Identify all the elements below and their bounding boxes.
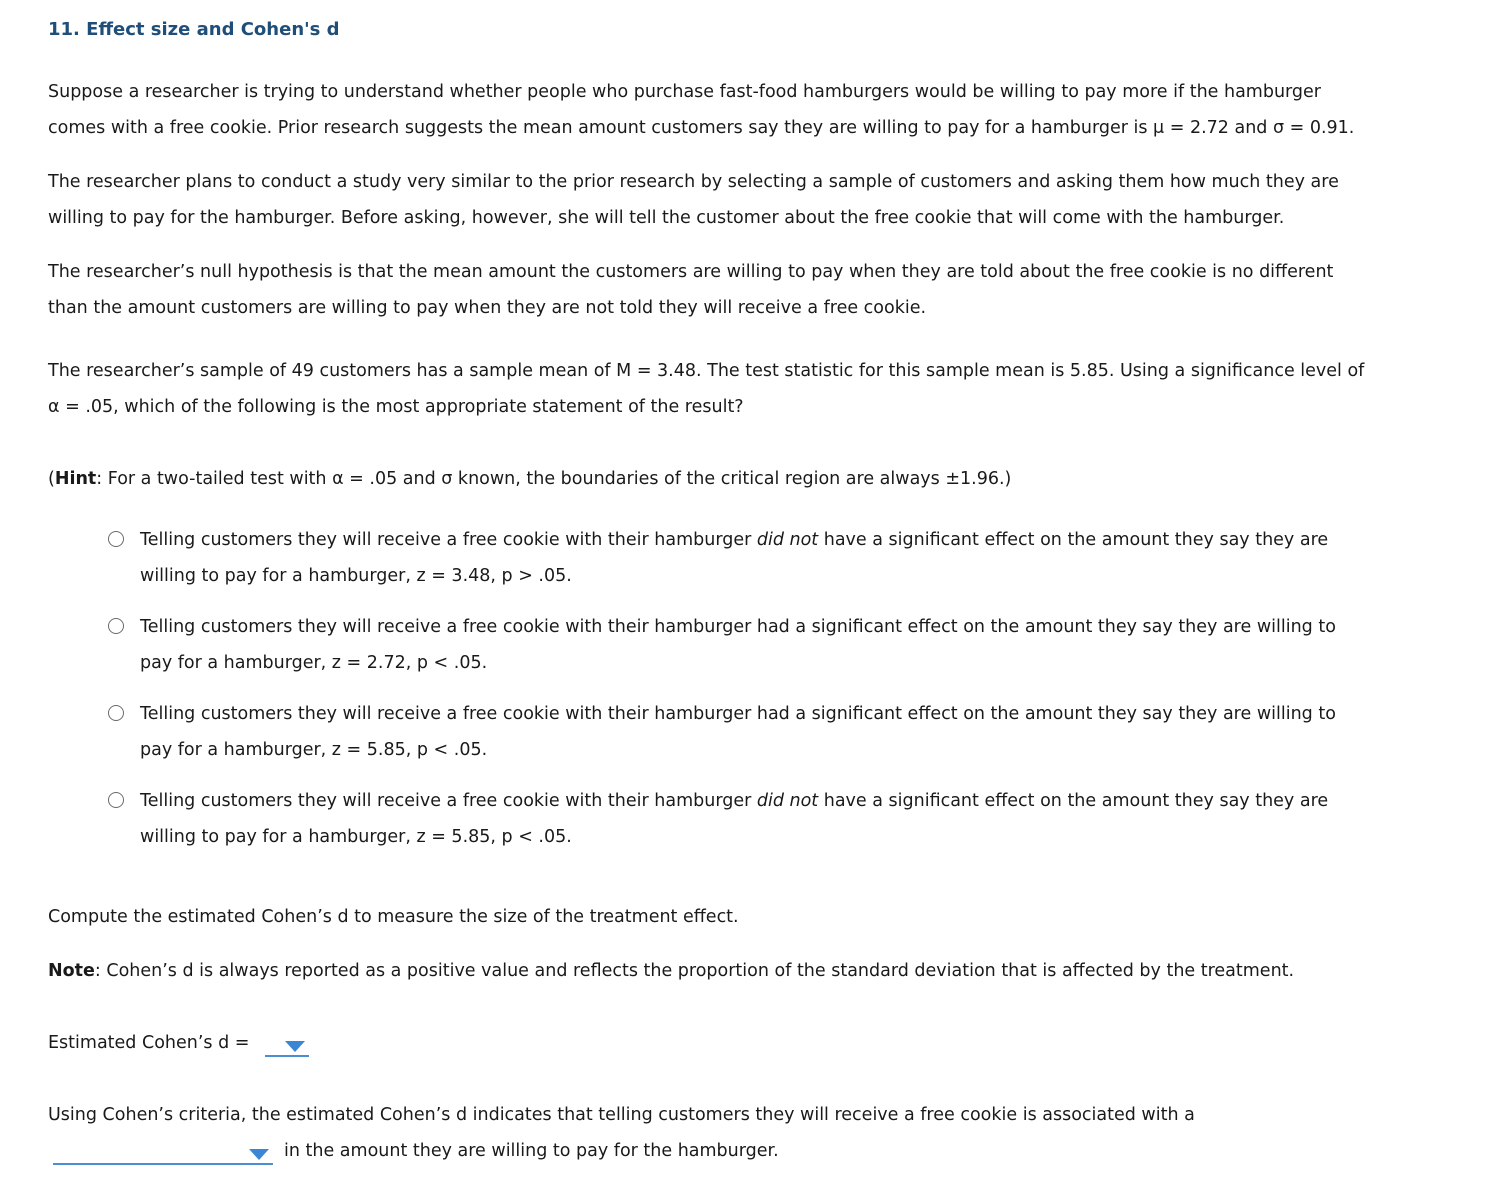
paragraph-line: than the amount customers are willing to pay when they are not told they will receive a free cookie. xyxy=(48,298,927,318)
option-text[interactable] xyxy=(140,696,1400,768)
note-label: Note xyxy=(48,961,95,981)
cohens-d-dropdown[interactable] xyxy=(265,1035,309,1057)
option-text[interactable] xyxy=(140,783,1400,855)
compute-instruction: Compute the estimated Cohen’s d to measure the size of the treatment effect. xyxy=(48,907,739,927)
answer-option[interactable] xyxy=(108,522,1428,609)
criteria-line: in the amount they are willing to pay for the hamburger. xyxy=(284,1141,779,1161)
answer-option[interactable] xyxy=(108,696,1428,783)
option-text-part: have a significant effect on the amount they say they are xyxy=(818,530,1329,550)
effect-size-dropdown[interactable] xyxy=(53,1143,273,1165)
option-text-line: willing to pay for a hamburger, z = 5.85, p < .05. xyxy=(140,827,572,847)
hint-paragraph xyxy=(48,461,1448,497)
option-text[interactable] xyxy=(140,522,1400,594)
question-title: 11. Effect size and Cohen's d xyxy=(48,19,340,40)
option-text-line: pay for a hamburger, z = 5.85, p < .05. xyxy=(140,740,488,760)
answer-option[interactable] xyxy=(108,783,1428,870)
option-text-part: Telling customers they will receive a free cookie with their hamburger xyxy=(140,530,757,550)
option-text[interactable] xyxy=(140,609,1400,681)
chevron-down-icon xyxy=(249,1149,269,1160)
option-text-line: willing to pay for a hamburger, z = 3.48, p > .05. xyxy=(140,566,572,586)
hint-open: ( xyxy=(48,469,55,489)
option-text-part: Telling customers they will receive a free cookie with their hamburger had a significant effect on the amount they say they are willing to xyxy=(140,617,1336,637)
hint-label: Hint xyxy=(54,469,97,489)
option-emphasis: did not xyxy=(756,530,819,550)
note-text: : Cohen’s d is always reported as a positive value and reflects the proportion of the standard deviation that is affected by the treatment. xyxy=(94,961,1295,981)
paragraph-line: α = .05, which of the following is the most appropriate statement of the result? xyxy=(48,397,744,417)
answer-options xyxy=(108,522,1428,870)
note-paragraph xyxy=(48,953,1448,989)
radio-button[interactable] xyxy=(108,618,124,634)
null-hypothesis-paragraph xyxy=(48,254,1448,326)
study-paragraph xyxy=(48,164,1448,236)
paragraph-line: willing to pay for the hamburger. Before asking, however, she will tell the customer about the free cookie that will come with the hamburger. xyxy=(48,208,1285,228)
radio-button[interactable] xyxy=(108,531,124,547)
cohens-d-row xyxy=(48,1025,1448,1061)
cohens-d-label: Estimated Cohen’s d = xyxy=(48,1033,250,1053)
radio-button[interactable] xyxy=(108,705,124,721)
hint-text: : For a two-tailed test with α = .05 and σ known, the boundaries of the critical region are always ±1.96.) xyxy=(96,469,1012,489)
sample-paragraph xyxy=(48,353,1448,425)
paragraph-line: Suppose a researcher is trying to understand whether people who purchase fast-food hamburgers would be willing to pay more if the hamburger xyxy=(48,82,1322,102)
scenario-paragraph xyxy=(48,74,1448,146)
chevron-down-icon xyxy=(285,1041,305,1052)
answer-option[interactable] xyxy=(108,609,1428,696)
paragraph-line: The researcher’s null hypothesis is that the mean amount the customers are willing to pay when they are told about the free cookie is no different xyxy=(48,262,1334,282)
paragraph-line: comes with a free cookie. Prior research suggests the mean amount customers say they are willing to pay for a hamburger is μ = 2.72 and σ = 0.91. xyxy=(48,118,1355,138)
option-text-line: pay for a hamburger, z = 2.72, p < .05. xyxy=(140,653,488,673)
criteria-line: Using Cohen’s criteria, the estimated Cohen’s d indicates that telling customers they will receive a free cookie is associated with a xyxy=(48,1105,1195,1125)
option-text-part: have a significant effect on the amount they say they are xyxy=(818,791,1329,811)
radio-button[interactable] xyxy=(108,792,124,808)
option-emphasis: did not xyxy=(756,791,819,811)
paragraph-line: The researcher’s sample of 49 customers has a sample mean of M = 3.48. The test statistic for this sample mean is 5.85. Using a significance level of xyxy=(48,361,1365,381)
option-text-part: Telling customers they will receive a free cookie with their hamburger had a significant effect on the amount they say they are willing to xyxy=(140,704,1336,724)
option-text-part: Telling customers they will receive a free cookie with their hamburger xyxy=(140,791,757,811)
paragraph-line: The researcher plans to conduct a study very similar to the prior research by selecting a sample of customers and asking them how much they are xyxy=(48,172,1339,192)
